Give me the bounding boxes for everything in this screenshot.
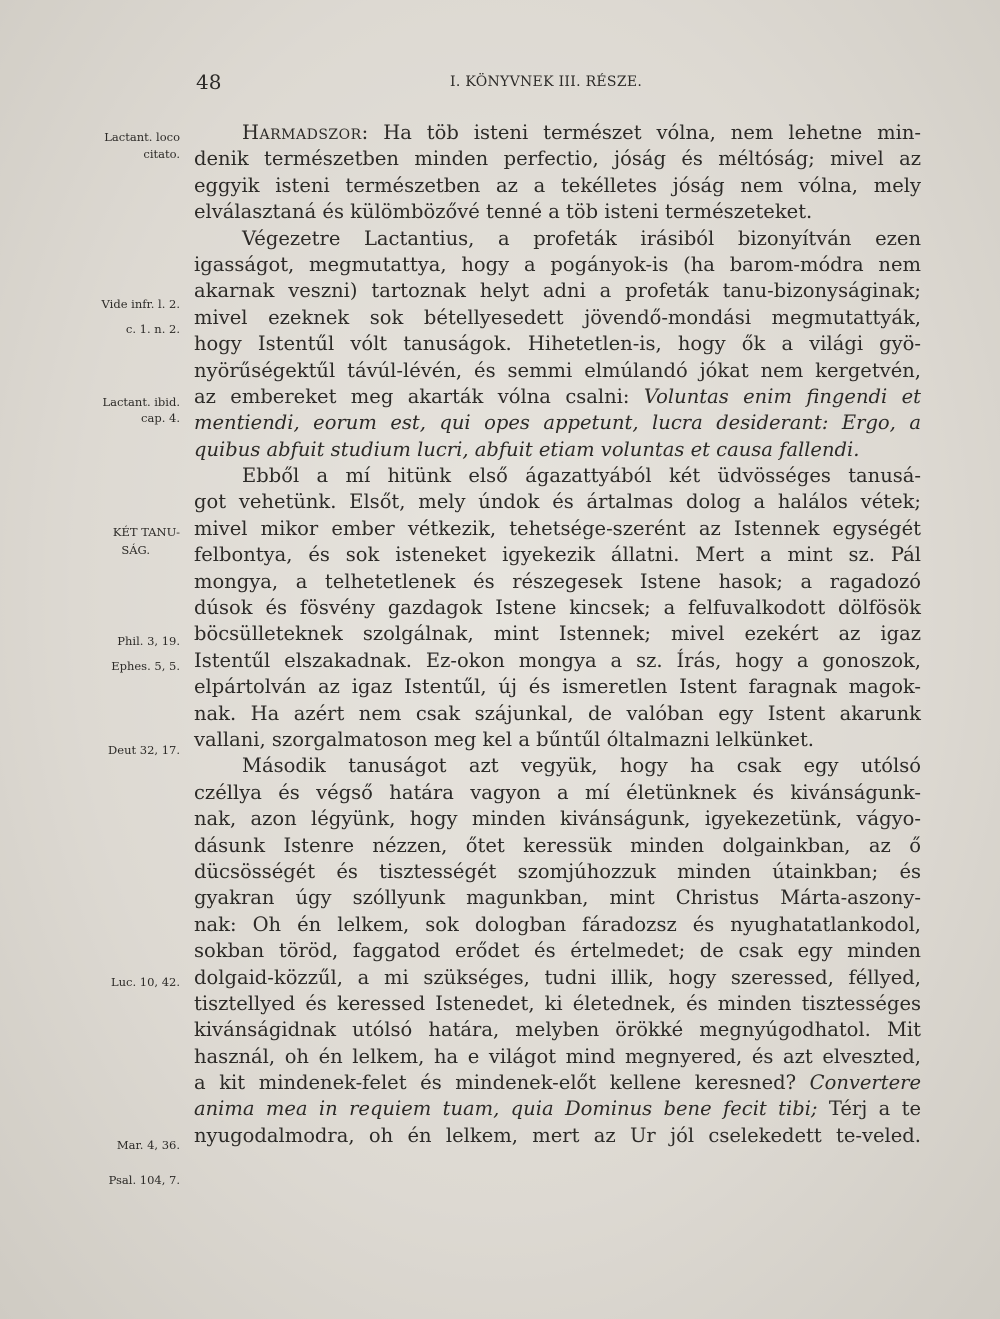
main-text bbox=[194, 120, 921, 1149]
margin-note: Mar. 4, 36. bbox=[116, 1138, 180, 1152]
text-line: mivel mikor ember vétkezik, tehetsége-szerént az Istennek egységét bbox=[194, 516, 921, 540]
margin-note: Phil. 3, 19. bbox=[117, 634, 180, 648]
text-line: nyörűségektűl távúl-lévén, és semmi elmúlandó jókat nem kergetvén, bbox=[194, 358, 921, 382]
text-line: dücsösségét és tisztességét szomjúhozzuk minden útainkban; és bbox=[194, 859, 921, 883]
text-line: tisztellyed és keressed Istenedet, ki életednek, és minden tisztességes bbox=[194, 991, 921, 1015]
text-line: nyugodalmodra, oh én lelkem, mert az Ur jól cselekedett te-veled. bbox=[194, 1123, 921, 1147]
text-line: mongya, a telhetetlenek és részegesek Istene hasok; a ragadozó bbox=[194, 569, 921, 593]
text-line: quibus abfuit studium lucri, abfuit etiam voluntas et causa fallendi. bbox=[194, 437, 860, 461]
text-line: gyakran úgy szóllyunk magunkban, mint Christus Márta-aszony- bbox=[194, 886, 921, 910]
text-line: sokban töröd, faggatod erődet és értelmedet; de csak egy minden bbox=[194, 939, 921, 963]
text-line: nak, azon légyünk, hogy minden kivánságunk, igyekezetünk, vágyo- bbox=[194, 807, 921, 831]
text-line: nak: Oh én lelkem, sok dologban fáradozsz és nyughatatlankodol, bbox=[194, 912, 921, 936]
latin-quote: Convertere bbox=[809, 1071, 921, 1095]
margin-note: Psal. 104, 7. bbox=[108, 1173, 180, 1187]
margin-note: Luc. 10, 42. bbox=[110, 975, 180, 989]
margin-note: Deut 32, 17. bbox=[108, 743, 180, 757]
text-line: akarnak veszni) tartoznak helyt adni a profeták tanu-bizonyságinak; bbox=[194, 279, 921, 303]
text-line: got vehetünk. Elsőt, mely úndok és ártalmas dolog a halálos vétek; bbox=[194, 490, 921, 514]
text-line bbox=[194, 1070, 921, 1096]
margin-note: Lactant. loco bbox=[104, 130, 180, 144]
page-header bbox=[0, 70, 1000, 100]
small-caps-word: Harmadszor bbox=[242, 121, 362, 144]
text-line: hogy Istentűl vólt tanuságok. Hihetetlen-is, hogy ők a világi gyö- bbox=[194, 332, 921, 356]
text-line: mentiendi, eorum est, qui opes appetunt, lucra desiderant: Ergo, a bbox=[194, 411, 921, 435]
text-line: vallani, szorgalmatoson meg kel a bűntűl óltalmazni lelkünket. bbox=[194, 727, 814, 751]
text-line: dásunk Istenre nézzen, őtet keressük minden dolgainkban, az ő bbox=[194, 833, 921, 857]
page-number: 48 bbox=[196, 70, 222, 94]
margin-note: c. 1. n. 2. bbox=[125, 322, 180, 336]
margin-note: Vide infr. l. 2. bbox=[101, 297, 180, 311]
text-line: nak. Ha azért nem csak szájunkal, de valóban egy Istent akarunk bbox=[194, 701, 921, 725]
text-line: felbontya, és sok isteneket igyekezik állatni. Mert a mint sz. Pál bbox=[194, 543, 921, 567]
text-line: Végezetre Lactantius, a profeták irásiból bizonyítván ezen bbox=[242, 226, 921, 250]
margin-note: SÁG. bbox=[121, 543, 150, 557]
latin-quote: Voluntas enim fingendi et bbox=[643, 384, 921, 408]
text-line: Második tanuságot azt vegyük, hogy ha csak egy utólsó bbox=[242, 754, 921, 778]
margin-note: Ephes. 5, 5. bbox=[111, 659, 180, 673]
text-line: mivel ezeknek sok bétellyesedett jövendő-mondási megmutattyák, bbox=[194, 305, 921, 329]
text-line: elválasztaná és külömbözővé tenné a töb isteni természeteket. bbox=[194, 200, 813, 224]
text-line bbox=[194, 384, 921, 410]
margin-note: citato. bbox=[143, 147, 180, 161]
text-line: dúsok és fösvény gazdagok Istene kincsek; a felfuvalkodott dölfösök bbox=[194, 596, 921, 620]
margin-note: Lactant. ibid. bbox=[102, 395, 180, 409]
text-run: az embereket meg akarták vólna csalni: bbox=[194, 384, 644, 408]
text-line: Ebből a mí hitünk első ágazattyából két üdvösséges tanusá- bbox=[242, 464, 921, 488]
running-head: I. KÖNYVNEK III. RÉSZE. bbox=[450, 74, 643, 90]
text-line: kivánságidnak utólsó határa, melyben örökké megnyúgodhatol. Mit bbox=[194, 1018, 921, 1042]
text-line: igasságot, megmutattya, hogy a pogányok-is (ha barom-módra nem bbox=[194, 252, 921, 276]
text-line bbox=[194, 120, 921, 146]
margin-note: cap. 4. bbox=[141, 411, 180, 425]
text-line: denik természetben minden perfectio, jóság és méltóság; mivel az bbox=[194, 147, 921, 171]
text-line: Istentűl elszakadnak. Ez-okon mongya a sz. Írás, hogy a gonoszok, bbox=[194, 648, 921, 672]
text-line: elpártolván az igaz Istentűl, új és ismeretlen Istent faragnak magok- bbox=[194, 675, 921, 699]
text-line: eggyik isteni természetben az a tekélletes jóság nem vólna, mely bbox=[194, 173, 921, 197]
text-line: böcsülleteknek szolgálnak, mint Istennek; mivel ezekért az igaz bbox=[194, 622, 921, 646]
text-line: használ, oh én lelkem, ha e világot mind megnyered, és azt elveszted, bbox=[194, 1044, 921, 1068]
text-line: czéllya és végső határa vagyon a mí életünknek és kivánságunk- bbox=[194, 780, 921, 804]
text-run: : Ha töb isteni természet vólna, nem lehetne min- bbox=[361, 121, 921, 144]
text-line bbox=[194, 1096, 921, 1122]
text-line: dolgaid-közzűl, a mi szükséges, tudni illik, hogy szeressed, féllyed, bbox=[194, 965, 921, 989]
text-run: Térj a te bbox=[817, 1097, 921, 1121]
text-run: a kit mindenek-felet és mindenek-előt kellene keresned? bbox=[194, 1071, 810, 1095]
latin-quote: anima mea in requiem tuam, quia Dominus bene fecit tibi; bbox=[194, 1097, 818, 1121]
margin-note: KÉT TANU- bbox=[112, 525, 180, 539]
